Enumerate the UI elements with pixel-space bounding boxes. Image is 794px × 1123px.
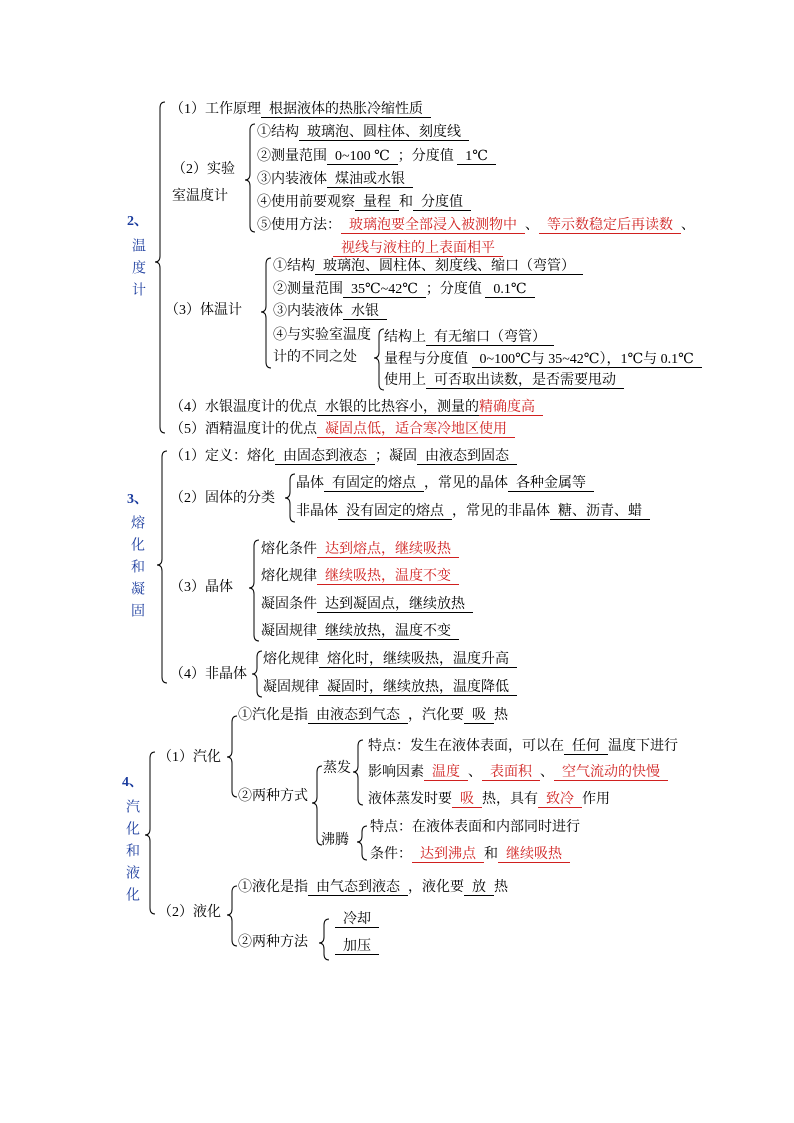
text-segment: （1）工作原理 — [170, 102, 261, 117]
text-segment: 热 — [494, 880, 508, 895]
lab-check-line — [257, 194, 471, 212]
text-segment: 、 — [525, 218, 539, 233]
answer-blank: 达到熔点，继续吸热 — [317, 542, 459, 558]
answer-blank: 根据液体的热胀冷缩性质 — [261, 102, 431, 118]
text-segment: 凝固条件 — [261, 597, 317, 612]
text-segment: 熔化条件 — [261, 542, 317, 557]
text-segment: 特点：发生在液体表面，可以在 — [368, 739, 564, 754]
section-title: 汽化和液化 — [124, 799, 139, 909]
answer-blank: 分度值 — [413, 195, 471, 211]
solid-classification-heading: （2）固体的分类 — [170, 491, 275, 506]
difference-heading: ④与实验室温度 — [273, 328, 371, 343]
answer-blank: 任何 — [564, 739, 608, 755]
brace-vaporize — [227, 716, 237, 797]
text-segment: 条件： — [370, 847, 412, 862]
boiling-heading: 沸腾 — [321, 833, 349, 848]
text-segment: 、 — [540, 765, 554, 780]
answer-blank: 熔化时，继续吸热，温度升高 — [319, 652, 517, 668]
brace-evaporation — [353, 740, 363, 805]
evaporation-feature-line — [368, 738, 678, 756]
cooling-method-line — [335, 911, 379, 929]
vaporize-definition-line — [238, 707, 508, 725]
text-segment: ①汽化是指 — [238, 708, 308, 723]
answer-blank: 没有固定的熔点 — [338, 504, 452, 520]
answer-blank: 等示数稳定后再读数 — [539, 218, 681, 234]
liquefy-definition-line — [238, 879, 508, 897]
difference-heading-cont: 计的不同之处 — [273, 350, 357, 365]
answer-blank: 视线与液柱的上表面相平 — [333, 241, 503, 257]
definition-line — [170, 448, 517, 466]
lab-usage-line-cont — [333, 240, 503, 258]
crystal-freezing-rule-line — [261, 623, 459, 641]
answer-blank: 继续吸热 — [498, 847, 570, 863]
liquefy-heading: （2）液化 — [158, 905, 221, 920]
answer-blank: 冷却 — [335, 912, 379, 928]
text-segment: ；分度值 — [397, 149, 458, 164]
lab-range-line — [257, 148, 496, 166]
brace-solid-classification — [285, 474, 295, 522]
answer-blank: 煤油或水银 — [327, 172, 413, 188]
text-segment: （4）水银温度计的优点 — [170, 400, 317, 415]
difference-structure-line — [384, 329, 554, 347]
text-segment: ④使用前要观察 — [257, 195, 355, 210]
text-segment: 和 — [484, 847, 498, 862]
work-principle-line — [170, 101, 431, 119]
answer-blank: 0~100 ℃ — [327, 149, 398, 165]
brace-thermometer — [155, 102, 165, 433]
brace-lab-thermometer — [245, 124, 255, 232]
section-number: 2、 — [127, 214, 148, 229]
section-title: 熔化和凝固 — [129, 515, 144, 625]
boiling-feature-line — [370, 819, 580, 837]
answer-blank: 由液态到固态 — [417, 449, 517, 465]
text-segment: 温度下进行 — [608, 739, 678, 754]
text-segment: ②测量范围 — [257, 149, 327, 164]
brace-melting — [157, 451, 167, 683]
brace-two-methods — [319, 919, 329, 960]
answer-blank: 达到凝固点，继续放热 — [317, 597, 473, 613]
answer-blank: 玻璃泡、圆柱体、刻度线 — [299, 125, 469, 141]
answer-blank: 可否取出读数，是否需要甩动 — [426, 373, 624, 389]
crystal-freezing-condition-line — [261, 596, 473, 614]
brace-vaporization — [145, 752, 155, 914]
answer-blank: 水银的比热容小，测量的 — [317, 400, 479, 416]
answer-blank: 有固定的熔点 — [324, 476, 424, 492]
text-segment: ①液化是指 — [238, 880, 308, 895]
answer-blank: 糖、沥青、蜡 — [550, 504, 650, 520]
answer-blank: 达到沸点 — [412, 847, 484, 863]
difference-range-line — [384, 351, 702, 369]
answer-blank: 0~100℃与 35~42℃），1℃与 0.1℃ — [472, 352, 702, 368]
answer-blank: 空气流动的快慢 — [554, 765, 668, 781]
two-ways-heading: ②两种方式 — [238, 789, 308, 804]
alcohol-advantage-line — [170, 421, 515, 439]
brace-boiling — [357, 826, 367, 860]
answer-blank: 凝固时，继续放热，温度降低 — [319, 680, 517, 696]
answer-blank: 吸 — [464, 708, 494, 724]
answer-blank: 表面积 — [482, 765, 540, 781]
answer-blank: 各种金属等 — [508, 476, 594, 492]
answer-blank: 量程 — [355, 195, 399, 211]
answer-blank: 水银 — [343, 304, 387, 320]
clinical-thermometer-heading: （3）体温计 — [165, 303, 242, 318]
text-segment: ，常见的晶体 — [424, 476, 508, 491]
answer-blank: 继续吸热，温度不变 — [317, 569, 459, 585]
answer-blank: 吸 — [452, 792, 482, 808]
section-number: 4、 — [122, 775, 143, 790]
text-segment: 凝固规律 — [261, 624, 317, 639]
answer-blank: 放 — [464, 880, 494, 896]
lab-thermometer-heading-cont: 室温度计 — [172, 189, 228, 204]
answer-blank: 有无缩口（弯管） — [426, 330, 554, 346]
answer-blank: 由气态到液态 — [308, 880, 408, 896]
answer-blank: 玻璃泡要全部浸入被测物中 — [341, 218, 525, 234]
text-segment: 熔化规律 — [261, 569, 317, 584]
evaporation-heat-line — [368, 791, 610, 809]
text-segment: ③内装液体 — [257, 172, 327, 187]
brace-differences — [374, 329, 384, 390]
text-segment: 熔化规律 — [263, 652, 319, 667]
two-methods-heading: ②两种方法 — [238, 935, 308, 950]
answer-blank: 由固态到液态 — [275, 449, 375, 465]
text-segment: 量程与分度值 — [384, 352, 472, 367]
text-segment: 凝固规律 — [263, 680, 319, 695]
section-number: 3、 — [127, 492, 148, 507]
crystal-melting-condition-line — [261, 541, 459, 559]
clinical-range-line — [273, 281, 535, 299]
text-segment: ，汽化要 — [408, 708, 464, 723]
lab-structure-line — [257, 124, 469, 142]
amorphous-heading: （4）非晶体 — [170, 667, 247, 682]
text-segment: 、 — [468, 765, 482, 780]
text-segment: ，液化要 — [408, 880, 464, 895]
answer-blank: 1℃ — [457, 149, 496, 165]
text-segment: ⑤使用方法： — [257, 218, 341, 233]
text-segment: ①结构 — [257, 125, 299, 140]
text-segment: ①结构 — [273, 259, 315, 274]
section-title: 温度计 — [130, 238, 145, 304]
evaporation-heading: 蒸发 — [323, 761, 351, 776]
answer-blank: 玻璃泡、圆柱体、刻度线、缩口（弯管） — [315, 259, 583, 275]
text-segment: ；凝固 — [375, 449, 417, 464]
text-segment: （5）酒精温度计的优点 — [170, 422, 317, 437]
text-segment: ③内装液体 — [273, 304, 343, 319]
answer-blank: 继续放热，温度不变 — [317, 624, 459, 640]
clinical-liquid-line — [273, 303, 387, 321]
mercury-advantage-line — [170, 399, 543, 417]
text-segment: 、 — [681, 218, 695, 233]
brace-liquefy — [227, 886, 237, 946]
crystal-type-line — [296, 475, 594, 493]
answer-blank: 0.1℃ — [485, 282, 534, 298]
answer-blank: 加压 — [335, 939, 379, 955]
text-segment: 影响因素 — [368, 765, 424, 780]
text-segment: 作用 — [582, 792, 610, 807]
answer-blank: 致冷 — [538, 792, 582, 808]
answer-blank: 凝固点低，适合寒冷地区使用 — [317, 422, 515, 438]
text-segment: ，常见的非晶体 — [452, 504, 550, 519]
text-segment: （1）定义：熔化 — [170, 449, 275, 464]
text-segment: ②测量范围 — [273, 282, 343, 297]
brace-amorphous — [252, 651, 262, 697]
boiling-condition-line — [370, 846, 570, 864]
text-segment: ；分度值 — [425, 282, 486, 297]
brace-clinical-thermometer — [261, 258, 271, 368]
difference-usage-line — [384, 372, 624, 390]
text-segment: 液体蒸发时要 — [368, 792, 452, 807]
text-segment: 特点：在液体表面和内部同时进行 — [370, 820, 580, 835]
amorphous-type-line — [296, 503, 650, 521]
brace-crystal — [249, 540, 259, 641]
vaporize-heading: （1）汽化 — [158, 750, 221, 765]
text-segment: 晶体 — [296, 476, 324, 491]
crystal-heading: （3）晶体 — [170, 580, 233, 595]
text-segment: 非晶体 — [296, 504, 338, 519]
text-segment: 热，具有 — [482, 792, 538, 807]
compressing-method-line — [335, 938, 379, 956]
lab-liquid-line — [257, 171, 413, 189]
text-segment: 结构上 — [384, 330, 426, 345]
text-segment: 使用上 — [384, 373, 426, 388]
answer-blank: 由液态到气态 — [308, 708, 408, 724]
clinical-structure-line — [273, 258, 583, 276]
crystal-melting-rule-line — [261, 568, 459, 586]
amorphous-melting-rule-line — [263, 651, 517, 669]
evaporation-factors-line — [368, 764, 668, 782]
answer-blank: 温度 — [424, 765, 468, 781]
text-segment: 和 — [399, 195, 413, 210]
answer-blank: 精确度高 — [479, 400, 543, 416]
lab-thermometer-heading: （2）实验 — [172, 162, 235, 177]
lab-usage-line — [257, 217, 695, 235]
amorphous-freezing-rule-line — [263, 679, 517, 697]
answer-blank: 35℃~42℃ — [343, 282, 426, 298]
text-segment: 热 — [494, 708, 508, 723]
